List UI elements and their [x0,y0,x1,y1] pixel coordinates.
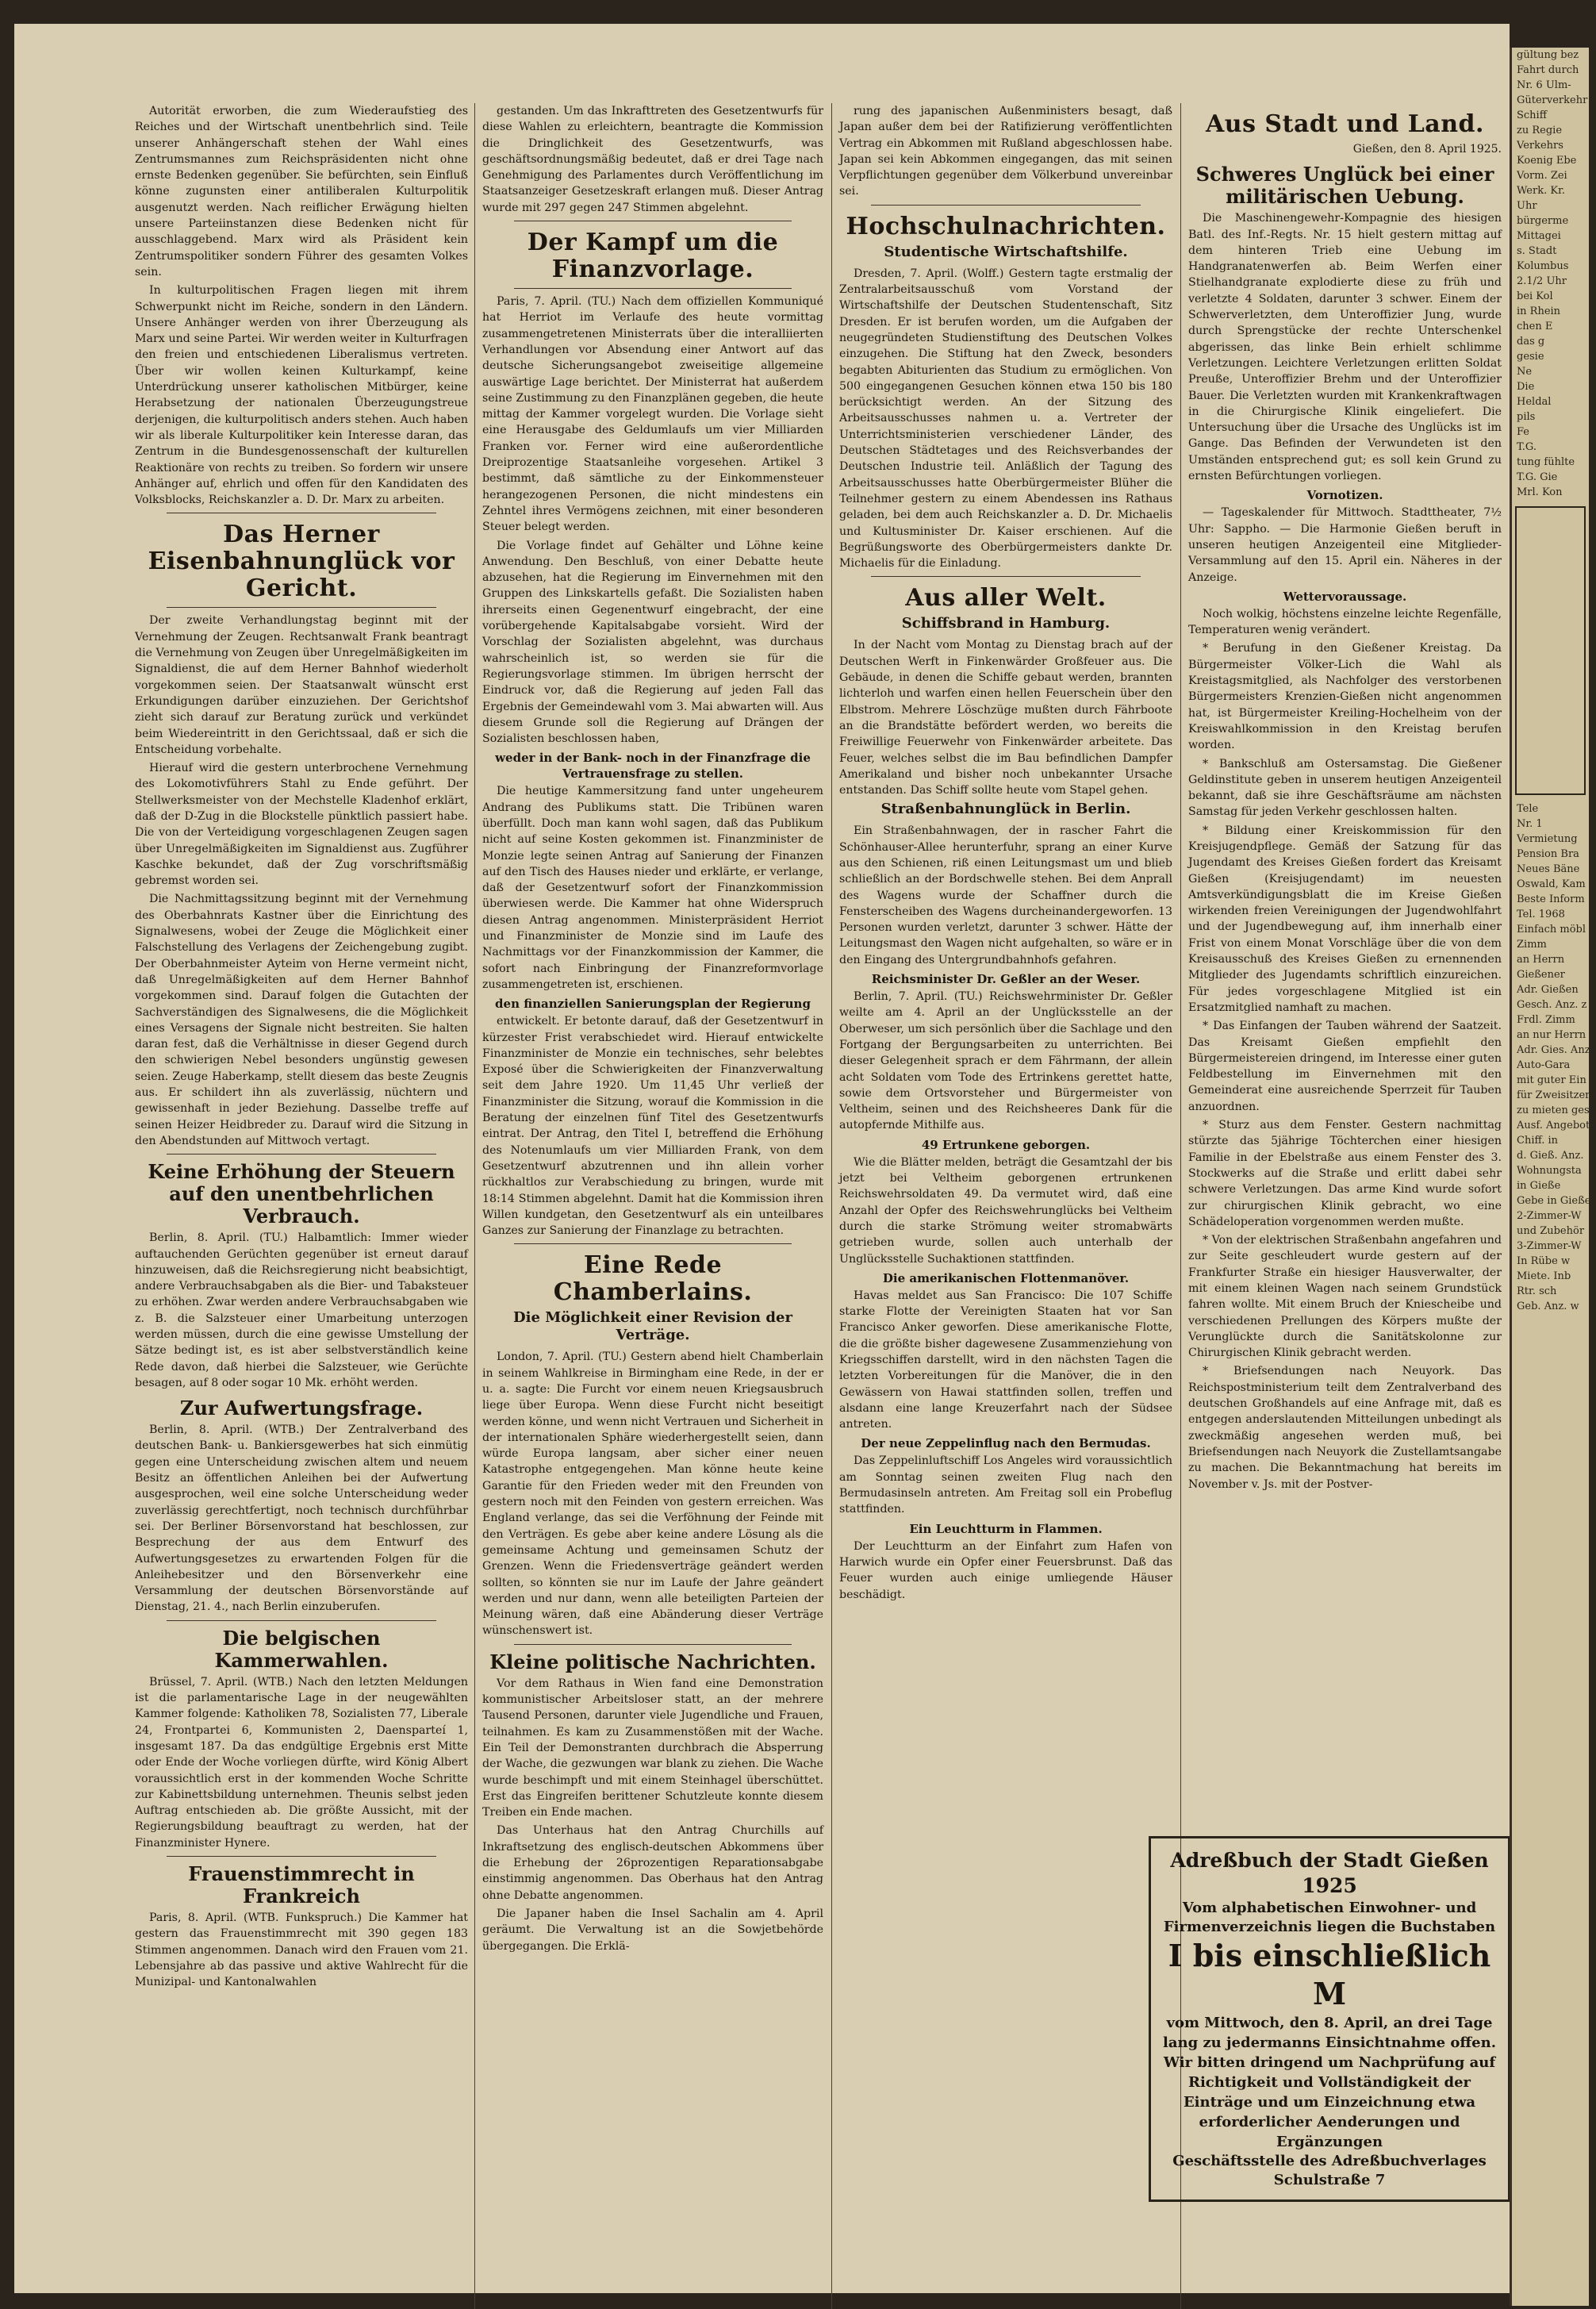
column-3 [839,103,1172,2309]
kampf-headline: Der Kampf um die Finanzvorlage. [527,229,779,284]
welt-headline: Aus aller Welt. [905,584,1107,613]
lokal-p4: * Das Einfangen der Tauben während der Saatzeit. Das Kreisamt Gießen empfiehlt den Bürgermeistereien dringend, im Interesse einer guten Feldbestellung im Einvernehmen mit den Gemeinderat eine ausreichende Sperrzeit für Tauben anzuordnen. [1188,1020,1502,1113]
aufwertung-text: Berlin, 8. April. (WTB.) Der Zentralverband des deutschen Bank- u. Bankiersgewerbes hat sich einmütig gegen eine Unterscheidung zwischen altem und neuem Besitz an öffentlichen Anleihen bei der Aufwertung ausgesprochen, weil eine solche Unterscheidung weder zuverlässig gerechtfertigt, noch technisch durchführbar sei. Der Berliner Börsenvorstand hat beschlossen, zur Besprechung der aus dem Entwurf des Aufwertungsgesetzes zu erwartenden Folgen für die Anleihebesitzer und den Börsenverkehr eine Versammlung der deutschen Börsenvorstände auf Dienstag, 21. 4., nach Berlin einzuberufen. [135,1423,468,1614]
strip-text-line: T.G. [1517,441,1537,453]
divider [167,607,436,608]
divider [871,576,1141,577]
ad-signature: Geschäftsstelle des Adreßbuchverlages [1172,2153,1487,2169]
strip-text-line: für Zweisitzer [1517,1089,1590,1101]
strip-text-line: tung fühlte [1517,456,1575,468]
col1-intro-p1: Autorität erworben, die zum Wiederaufstieg des Reiches und der Wirtschaft unentbehrlich sind. Teile unserer Anhängerschaft stehen der Wahl eines Zentrumsmannes zum Reichspräsidenten nicht ohne ernste Bedenken gegenüber. Sie befürchten, sein Einfluß könne zugunsten einer antiliberalen Kulturpolitik ausgenutzt werden. Nach reiflicher Erwägung hielten unsere Parteiinstanzen diese Bedenken nicht für ausschlaggebend. Marx wird als Präsident kein Zentrumspolitiker sondern Führer des gesamten Volkes sein. [135,105,468,279]
strip-text-line: Kolumbus [1517,260,1569,272]
unglueck-headline: Schweres Unglück bei einer militärischen Uebung. [1195,163,1494,209]
strip-text-line: Gesch. Anz. z [1517,999,1587,1011]
strip-text-line: Chiff. in [1517,1135,1559,1147]
strip-text-line: Pension Bra [1517,848,1579,860]
strip-text-line: Beste Inform [1517,893,1585,905]
adjacent-page-strip [1510,48,1596,2306]
strip-text-line: s. Stadt [1517,245,1557,257]
newspaper-page [14,24,1510,2293]
strip-text-line: Oswald, Kam [1517,878,1586,890]
kleine-p1: Vor dem Rathaus in Wien fand eine Demonstration kommunistischer Arbeitsloser statt, an der mehrere Tausend Personen, darunter viele Jugendliche und Frauen, teilnahmen. Es kam zu Zusammenstößen mit der Wache. Ein Teil der Demonstranten durchbrach die Absperrung der Wache, die gezwungen war blank zu ziehen. Die Wache wurde beschimpft und mit einem Steinhagel überschüttet. Erst das Eingreifen berittener Schutzleute konnte diesem Treiben ein Ende machen. [482,1677,823,1819]
strip-text-line: Tele [1517,803,1539,815]
divider [514,288,792,289]
strip-text-line: in Gieße [1517,1180,1561,1192]
dateline: Gießen, den 8. April 1925. [1352,143,1502,156]
vornotizen-text: — Tageskalender für Mittwoch. Stadttheater, 7½ Uhr: Sappho. — Die Harmonie Gießen beruft in unseren heutigen Anzeigenteil eine Mitglieder-Versammlung auf den 15. April ein. Näheres in der Anzeige. [1188,506,1502,584]
strip-text-line: Zimm [1517,939,1547,951]
ad-request: Wir bitten dringend um Nachprüfung auf Richtigkeit und Vollständigkeit der Einträge und um Einzeichnung etwa erforderlicher Aenderungen und Ergänzungen [1163,2054,1496,2150]
unglueck-text: Die Maschinengewehr-Kompagnie des hiesigen Batl. des Inf.-Regts. Nr. 15 hielt gestern mittag auf dem hinteren Trieb eine Uebung im Handgranatenwerfen ab. Beim Werfen einer Stielhandgranate explodierte diese zu früh und verletzte 4 Soldaten, darunter 3 schwer. Einem der Schwerverletzten, dem Unteroffizier Jung, wurde durch Sprengstücke der rechte Unterschenkel abgerissen, das linke Bein erhielt schlimme Verletzungen. Leichtere Verletzungen erlitten Soldat Preuße, Unteroffizier Brehm und der Unteroffizier Bauer. Die Verletzten wurden mit Krankenkraftwagen in die Chirurgische Klinik eingeliefert. Die Untersuchung über die Ursache des Unglücks ist im Gange. Das Befinden der Verwundeten ist den Umständen entsprechend gut; es soll kein Grund zu ernsten Befürchtungen vorliegen. [1188,212,1502,483]
strip-text-line: gültung bez [1517,49,1579,61]
column-1 [135,103,468,2309]
lokal-p3: * Bildung einer Kreiskommission für den Kreisjugendpflege. Gemäß der Satzung für das Jugendamt des Kreises Gießen fordert das Kreisamt Gießen (Kreisjugendamt) im neuesten Amtsverkündigungsblatt die im Kreise Gießen wirkenden freien Vereinigungen der Jugendwohlfahrt und der Jugendbewegung auf, ihm innerhalb einer Frist von einem Monat Vorschläge über die von dem Kreisausschuß des Kreises Gießen zu ernennenden Mitglieder des Jugendamts schriftlich einzureichen. Für jedes vorgeschlagene Mitglied ist ein Ersatzmitglied namhaft zu machen. [1188,824,1502,1014]
kleine-p2: Das Unterhaus hat den Antrag Churchills auf Inkraftsetzung des englisch-deutschen Abkommens über die Erhebung der 26prozentigen Reparationsabgabe einstimmig angenommen. Das Oberhaus hat den Antrag ohne Debatte angenommen. [482,1824,823,1902]
kampf-bold-2: den finanziellen Sanierungsplan der Regierung [495,997,811,1012]
strassen-text: Ein Straßenbahnwagen, der in rascher Fahrt die Schönhauser-Allee herunterfuhr, sprang an einer Kurve aus den Schienen, riß einen Leitungsmast um und blieb schließlich an der Bordschwelle stehen. Bei dem Anprall des Wagens wurde der Schaffner durch die Fensterscheiben des Wagens durcheinandergeworfen. 13 Personen wurden verletzt, darunter 3 schwer. Hätte der Leitungsmast den Wagen nicht aufgehalten, so wäre er in den Eingang des Untergrundbahnhofs gefahren. [839,824,1172,966]
divider [514,1243,792,1244]
kampf-p2: Die Vorlage findet auf Gehälter und Löhne keine Anwendung. Den Beschluß, von einer Debatte heute abzusehen, hat die Regierung im Einvernehmen mit den Gruppen des Linkskartells gefaßt. Die Sozialisten haben ihrerseits einen Gegenentwurf eingebracht, der eine vorübergehende Kapitalsabgabe vorsieht. Wird der Vorschlag der Sozialisten abgelehnt, was durchaus wahrscheinlich ist, so werden sie für die Regierungsvorlage stimmen. Im übrigen herrscht der Eindruck vor, daß die Regierung auf jeden Fall das Ergebnis der Gemeindewahl vom 3. Mai abwarten will. Aus diesem Grunde soll die Regierung auf Drängen der Sozialisten beschlossen haben, [482,539,823,746]
strip-text-line: an Herrn [1517,954,1565,966]
strip-text-line: Vorm. Zei [1517,170,1567,182]
frauen-text: Paris, 8. April. (WTB. Funkspruch.) Die Kammer hat gestern das Frauenstimmrecht mit 390 gegen 183 Stimmen angenommen. Danach wird den Frauen vom 21. Lebensjahre ab das passive und aktive Wahlrecht für die Munizipal- und Kantonalwahlen [135,1911,468,1989]
rede-text: London, 7. April. (TU.) Gestern abend hielt Chamberlain in seinem Wahlkreise in Birmingham eine Rede, in der er u. a. sagte: Die Furcht vor einem neuen Kriegsausbruch liege über Europa. Wenn diese Furcht nicht beseitigt werden könne, und wenn nicht Vertrauen und Sicherheit in der internationalen Sphäre wiederhergestellt seien, dann würde Europa langsam, aber sicher einer neuen Katastrophe entgegengehen. Man könne heute keine Garantie für den Frieden weder mit den Freunden von gestern noch mit den Feinden von gestern erreichen. Was England verlange, das sei die Verföhnung der Feinde mit den Verträgen. Es gebe aber keine andere Lösung als die gemeinsame Achtung und gemeinsamen Schutz der Grenzen. Wenn die Friedensverträge geändert werden sollten, so könnten sie nur im Laufe der Jahre geändert werden und nur dann, wenn alle beteiligten Parteien der Meinung wären, daß eine Abänderung dieser Verträge wünschenswert ist. [482,1350,823,1638]
ad-title: Adreßbuch der Stadt Gießen 1925 [1170,1849,1489,1897]
strip-text-line: in Rhein [1517,305,1561,317]
strip-text-line: Uhr [1517,200,1537,212]
strip-text-line: Mittagei [1517,230,1561,242]
steuern-text: Berlin, 8. April. (TU.) Halbamtlich: Immer wieder auftauchenden Gerüchten gegenüber ist erneut darauf hinzuweisen, daß die Reichsregierung nicht beabsichtigt, andere Verbrauchsabgaben als die Bier- und Tabaksteuer zu erhöhen. Zwar werden andere Verbrauchsabgaben wie z. B. die Salzsteuer einer Umarbeitung unterzogen werden müssen, durch die eine gewisse Umstellung der Sätze bedingt ist, es ist aber selbstverständlich keine Rede davon, daß hierbei die Salzsteuer, wie Gerüchte besagen, auf 8 oder sogar 10 Mk. erhöht werden. [135,1231,468,1389]
strip-text-line: Güterverkehr [1517,94,1588,106]
column-rule [831,103,832,2309]
strip-text-line: mit guter Ein [1517,1074,1586,1086]
strip-text-line: Fe [1517,426,1530,438]
strip-text-line: In Rübe w [1517,1255,1571,1267]
strip-text-line: Vermietung [1517,833,1578,845]
strip-text-line: Adr. Gießen [1517,984,1579,996]
opfer-text: Wie die Blätter melden, beträgt die Gesamtzahl der bis jetzt bei Veltheim geborgenen ertrunkenen Reichswehrsoldaten 49. Da vermutet wird, daß eine Anzahl der Opfer des Reichswehrunglücks bei Veltheim durch die starke Strömung weiter stromabwärts getrieben wurde, sollen auch unterhalb der Unglücksstelle Suchaktionen stattfinden. [839,1155,1172,1266]
divider [871,205,1141,206]
leuchtturm-headline: Ein Leuchtturm in Flammen. [909,1521,1103,1536]
strip-text-line: Miete. Inb [1517,1270,1571,1282]
strip-text-line: Auto-Gara [1517,1059,1571,1071]
zeppelin-text: Das Zeppelinluftschiff Los Angeles wird voraussichtlich am Sonntag seinen zweiten Flug nach den Bermudasinseln antreten. Am Freitag soll ein Probeflug stattfinden. [839,1454,1172,1516]
opfer-headline: 49 Ertrunkene geborgen. [921,1137,1091,1152]
adressbuch-advertisement [1149,1836,1510,2202]
hochschul-headline: Hochschulnachrichten. [846,212,1166,240]
leuchtturm-text: Der Leuchtturm an der Einfahrt zum Hafen von Harwich wurde ein Opfer einer Feuersbrunst. Daß das Feuer wurden auch einige umliegende Häuser beschädigt. [839,1539,1172,1601]
strip-text-line: Heldal [1517,396,1552,408]
rede-subheadline: Die Möglichkeit einer Revision der Verträge. [513,1309,792,1344]
welt-subheadline: Schiffsbrand in Hamburg. [901,615,1111,632]
strassen-headline: Straßenbahnunglück in Berlin. [880,801,1131,818]
col1-intro-p2: In kulturpolitischen Fragen liegen mit ihrem Schwerpunkt nicht im Reiche, sondern in den Ländern. Unsere Anhänger werden von ihrer Überzeugung als Marx und seine Partei. Wir werden weiter in Kulturfragen den freien und entschiedenen Liberalismus vertreten. Über wir wollen keinen Kulturkampf, keine Unterdrückung unserer katholischen Mitbürger, keine Herabsetzung der nationalen Überzeugungstreue derjenigen, die kulturpolitisch anders stehen. Auch haben wir als liberale Kulturpolitiker kein Interesse daran, das Zentrum in die Bundesgenossenschaft der kulturellen Reaktionäre von rechts zu treiben. So fordern wir unsere Anhänger auf, ehrlich und offen für den Kandidaten des Volksblocks, Reichskanzler a. D. Dr. Marx zu arbeiten. [135,284,468,507]
vornotizen-headline: Vornotizen. [1306,488,1383,503]
divider [167,1856,436,1857]
strip-text-line: 2.1/2 Uhr [1517,275,1567,287]
col2-intro: gestanden. Um das Inkrafttreten des Gesetzentwurfs für diese Wahlen zu erleichtern, beantragte die Kommission die Dringlichkeit des Gesetzentwurfs, was geschäftsordnungsmäßig bedeutet, daß er drei Tage nach Genehmigung des Parlamentes durch Veröffentlichung im Staatsanzeiger Gesetzeskraft erlangen muß. Dieser Antrag wurde mit 297 gegen 247 Stimmen abgelehnt. [482,105,823,214]
strip-text-line: bei Kol [1517,290,1553,302]
kleine-headline: Kleine politische Nachrichten. [489,1650,816,1673]
herne-p3: Die Nachmittagssitzung beginnt mit der Vernehmung des Oberbahnrats Kastner über die Einrichtung des Signalwesens, wobei der Zeuge die Möglichkeit einer Falschstellung des Verlagens der Zeichengebung zugibt. Der Oberbahnmeister Ayteim von Herne vermeint nicht, daß Unregelmäßigkeiten auf dem Herner Bahnhof vorgekommen sind. Darauf folgen die Gutachten der Sachverständigen des Signalwesens, die die Möglichkeit eines Versagens der Signale nicht bestreiten. Sie halten daran fest, daß die Verhältnisse in dieser Gegend durch den schwierigen Nebel besonders ungünstig gewesen seien. Zeuge Haberkamp, stellt diesem das beste Zeugnis aus. Er schildert ihn als zuverlässig, nüchtern und gewissenhaft in jeder Beziehung. Dasselbe treffe auf seinen Heizer Heidbreder zu. Darauf wird die Sitzung in den Abendstunden auf Mittwoch vertagt. [135,893,468,1147]
strip-text-line: Die [1517,381,1535,393]
hochschul-subheadline: Studentische Wirtschaftshilfe. [884,243,1128,260]
strip-text-line: Einfach möbl [1517,924,1586,936]
frauen-headline: Frauenstimmrecht in Frankreich [188,1862,415,1908]
aufwertung-headline: Zur Aufwertungsfrage. [179,1397,424,1420]
strip-text-line: d. Gieß. Anz. [1517,1150,1584,1162]
flotte-headline: Die amerikanischen Flottenmanöver. [882,1270,1130,1285]
strip-text-line: Wohnungsta [1517,1165,1582,1177]
strip-text-line: an nur Herrn [1517,1029,1586,1041]
gessler-headline: Reichsminister Dr. Geßler an der Weser. [871,972,1141,987]
flotte-text: Havas meldet aus San Francisco: Die 107 Schiffe starke Flotte der Vereinigten Staaten hat vor San Francisco Anker geworfen. Diese amerikanische Flotte, die die größte bisher dagewesene Zusammenziehung von Kriegsschiffen darstellt, wird in den nächsten Tagen die letzten Vorbereitungen für die Manöver, die in den Gewässern von Hawai stattfinden sollen, treffen und alsdann eine lange Kreuzerfahrt nach der Südsee antreten. [839,1289,1172,1431]
strip-text-line: Tel. 1968 [1517,909,1565,920]
strip-text-line: Frdl. Zimm [1517,1014,1575,1026]
herne-p1: Der zweite Verhandlungstag beginnt mit der Vernehmung der Zeugen. Rechtsanwalt Frank beantragt die Vernehmung von Zeugen über Unregelmäßigkeiten im Signaldienst, die auf dem Herner Bahnhof wiederholt vorgekommen seien. Der Staatsanwalt wünscht erst Erkundigungen darüber einzuziehen. Der Gerichtshof zieht sich darauf zur Beratung zurück und verkündet beim Wiedereintritt in den Gerichtssaal, daß er sich die Entscheidung vorbehalte. [135,614,468,756]
stadt-land-headline: Aus Stadt und Land. [1206,110,1484,138]
strip-text-line: Nr. 1 [1517,818,1543,830]
kampf-bold-1: weder in der Bank- noch in der Finanzfrage die Vertrauensfrage zu stellen. [495,751,811,782]
strip-text-line: zu mieten ges [1517,1105,1590,1116]
herne-headline: Das Herner Eisenbahnunglück vor Gericht. [148,521,455,603]
lokal-p1: * Berufung in den Gießener Kreistag. Da Bürgermeister Völker-Lich die Wahl als Kreistagsmitglied, als Nachfolger des verstorbenen Bürgermeisters Krenzien-Gießen nicht angenommen hat, ist Bürgermeister Kreiling-Hochelheim von der Kreiswahlkommission in den Kreistag berufen worden. [1188,642,1502,752]
strip-text-line: Gießener [1517,969,1565,981]
strip-text-line: Fahrt durch [1517,64,1579,76]
strip-text-line: Ne [1517,366,1533,378]
belgien-headline: Die belgischen Kammerwahlen. [214,1626,389,1672]
rede-headline: Eine Rede Chamberlains. [553,1251,753,1307]
col3-intro: rung des japanischen Außenministers besagt, daß Japan außer dem bei der Ratifizierung veröffentlichten Vertrag ein Abkommen mit Rußland abgeschlossen habe. Japan sei kein Abkommen eingegangen, das mit seinen Verpflichtungen gegenüber dem Völkerbund unvereinbar sei. [839,105,1172,198]
strip-text-line: und Zubehör [1517,1225,1585,1237]
strip-text-line: Werk. Kr. [1517,185,1565,197]
ad-address: Schulstraße 7 [1273,2172,1386,2188]
kleine-p3: Die Japaner haben die Insel Sachalin am 4. April geräumt. Die Verwaltung ist an die Sowjetbehörde übergegangen. Die Erklä- [482,1907,823,1953]
welt-text: In der Nacht vom Montag zu Dienstag brach auf der Deutschen Werft in Finkenwärder Großfeuer aus. Die Gebäude, in denen die Schiffe gebaut werden, brannten lichterloh und warfen einen hellen Feuerschein über den Elbstrom. Mehrere Löschzüge mußten durch Fährboote an die Brandstätte befördert werden, wo bereits die Freiwillige Feuerwehr von Finkenwärder arbeitete. Das Feuer, welches selbst die im Bau befindlichen Dampfer Amerikaland und bisher noch unbekannter Ursache entstanden. Das Schiff sollte heute vom Stapel gehen. [839,639,1172,797]
belgien-text: Brüssel, 7. April. (WTB.) Nach den letzten Meldungen ist die parlamentarische Lage in der neugewählten Kammer folgende: Katholiken 78, Sozialisten 77, Liberale 24, Frontpartei 6, Kommunisten 2, Daensparteí 1, insgesamt 187. Da das endgültige Ergebnis erst Mitte oder Ende der Woche vorliegen dürfte, wird König Albert voraussichtlich erst in der kommenden Woche Schritte zur Kabinettsbildung unternehmen. Theunis selbst jeden Auftrag entschieden ab. Die größte Aussicht, mit der Regierungsbildung beauftragt zu werden, hat der Finanzminister Hynere. [135,1675,468,1850]
strip-text-line: 3-Zimmer-W [1517,1240,1582,1252]
ad-letters: I bis einschließlich M [1168,1938,1491,2011]
lokal-p2: * Bankschluß am Ostersamstag. Die Gießener Geldinstitute geben in unserem heutigen Anzeigenteil bekannt, daß sie ihre Geschäftsräume am nächsten Samstag für jeden Verkehr geschlossen halten. [1188,757,1502,819]
gessler-text: Berlin, 7. April. (TU.) Reichswehrminister Dr. Geßler weilte am 4. April an der Unglücksstelle an der Oberweser, um sich persönlich über die Sachlage und den Fortgang der Bergungsarbeiten zu unterrichten. Bei dieser Gelegenheit sprach er dem Fährmann, der allein acht Soldaten vom Tode des Ertrinkens gerettet hatte, sowie dem Ortsvorsteher und Bürgermeister von Veltheim, seinen und des Reichsheeres Dank für die autopfernde Mithilfe aus. [839,990,1172,1132]
strip-text-line: Adr. Gies. Anz [1517,1044,1590,1056]
strip-text-line: Gebe in Gieße [1517,1195,1591,1207]
kampf-p3: Die heutige Kammersitzung fand unter ungeheurem Andrang des Publikums statt. Die Tribünen waren überfüllt. Doch man kann wohl sagen, daß das Publikum nicht auf seine Kosten gekommen ist. Finanzminister de Monzie legte seinen Antrag auf Sanierung der Finanzen auf den Tisch des Hauses nieder und erklärte, er verlange, daß der Gesetzentwurf sofort der Finanzkommission überwiesen werde. Die Kammer hat ohne Widerspruch diesen Antrag angenommen. Ministerpräsident Herriot und Finanzminister de Monzie sind im Laufe des Nachmittags vor der Finanzkommission der Kammer, die sofort nach Einbringung der Finanzreformvorlage zusammengetreten ist, erschienen. [482,785,823,991]
zeppelin-headline: Der neue Zeppelinflug nach den Bermudas. [861,1436,1151,1451]
ad-dates: vom Mittwoch, den 8. April, an drei Tage lang zu jedermanns Einsichtnahme offen. [1163,2015,1496,2051]
strip-text-line: bürgerme [1517,215,1569,227]
strip-text-line: T.G. Gie [1517,471,1558,483]
divider [514,1644,792,1645]
column-rule [474,103,475,2309]
strip-text-line: Rtr. sch [1517,1285,1557,1297]
divider [167,1620,436,1621]
steuern-headline: Keine Erhöhung der Steuern auf den unentbehrlichen Verbrauch. [148,1160,455,1228]
wetter-text: Noch wolkig, höchstens einzelne leichte Regenfälle, Temperaturen wenig verändert. [1188,607,1502,637]
strip-text-line: Koenig Ebe [1517,155,1577,167]
lokal-p5: * Sturz aus dem Fenster. Gestern nachmittag stürzte das 5jährige Töchterchen einer hiesigen Familie in der Ebelstraße aus einem Fenster des 3. Stockwerks auf die Straße und erlitt dabei sehr schwere Verletzungen. Das arme Kind wurde sofort zur chirurgischen Klinik gebracht, wo eine Schädeloperation vorgenommen werden mußte. [1188,1119,1502,1228]
wetter-headline: Wettervoraussage. [1283,589,1407,604]
lokal-p7: * Briefsendungen nach Neuyork. Das Reichspostministerium teilt dem Zentralverband des deutschen Großhandels auf eine Anfrage mit, daß es entgegen anderslautenden Mitteilungen unbedingt als zweckmäßig angesehen werden muß, bei Briefsendungen nach Neuyork die Zustellamtsangabe zu machen. Die Bekanntmachung hat bereits im November v. Js. mit der Postver- [1188,1365,1502,1491]
herne-p2: Hierauf wird die gestern unterbrochene Vernehmung des Lokomotivführers Stahl zu Ende geführt. Der Stellwerksmeister von der Mechstelle Kladenhof erklärt, daß der D-Zug in die Blockstelle pünktlich passiert habe. Die von der Verteidigung vorgeschlagenen Zeugen sagen über Unregelmäßigkeiten im Signaldienst aus. Zugführer Kaschke bekundet, daß der Zug vorschriftsmäßig gebremst worden sei. [135,762,468,888]
lokal-p6: * Von der elektrischen Straßenbahn angefahren und zur Seite geschleudert wurde gestern auf der Frankfurter Straße ein hiesiger Hausverwalter, der mit einem kleinen Wagen nach seinem Grundstück fahren wollte. Mit einem Bruch der Kniescheibe und verschiedenen Prellungen des Körpers mußte der Verunglückte durch die Sanitätskolonne zur Chirurgischen Klinik gebracht werden. [1188,1234,1502,1360]
strip-text-line: Schiff [1517,109,1547,121]
kampf-p4: entwickelt. Er betonte darauf, daß der Gesetzentwurf in kürzester Frist verabschiedet wird. Hierauf entwickelte Finanzminister de Monzie ein technisches, sehr belebtes Exposé über die Schwierigkeiten der Finanzverwaltung seit dem Jahre 1920. Um 11,45 Uhr verließ der Finanzminister die Sitzung, worauf die Kommission in die Beratung der einzelnen fünf Titel des Gesetzentwurfs eintrat. Der Antrag, den Titel I, betreffend die Erhöhung des Notenumlaufs um vier Milliarden Frank, von dem Gesetzentwurf abzutrennen und ihn allein vorher rückhaltlos zur Verabschiedung zu bringen, wurde mit 18:14 Stimmen abgelehnt. Damit hat die Kommission ihren Willen kundgetan, den Gesetzentwurf als ein unteilbares Ganzes zur Sanierung der Finanzlage zu betrachten. [482,1015,823,1238]
strip-text-line: Mrl. Kon [1517,486,1563,498]
hochschul-text: Dresden, 7. April. (Wolff.) Gestern tagte erstmalig der Zentralarbeitsausschuß vom Vorstand der Wirtschaftshilfe der Deutschen Studentenschaft, Sitz Dresden. Er ist berufen worden, um die Aufgaben der neugegründeten Studienstiftung des Deutschen Volkes einzugehen. Die Stiftung hat den Zweck, besonders begabten Abiturienten das Studium zu ermöglichen. Von 500 eingegangenen Gesuchen können etwa 150 bis 180 berücksichtigt werden. An der Sitzung des Arbeitsausschusses nahmen u. a. Vertreter der Unterrichtsministerien verschiedener Länder, des Deutschen Städtetages und des Reichsverbandes der Deutschen Industrie teil. Anläßlich der Tagung des Arbeitsausschusses hatte Oberbürgermeister Blüher die Teilnehmer gestern zu einem Abendessen ins Rathaus geladen, bei dem auch Reichskanzler a. D. Dr. Michaelis und Kultusminister Dr. Kaiser erschienen. Auf die Begrüßungsworte des Oberbürgermeisters dankte Dr. Michaelis für die Einladung. [839,267,1172,571]
strip-text-line: chen E [1517,321,1553,332]
strip-text-line: Ausf. Angebote [1517,1120,1596,1131]
strip-text-line: Nr. 6 Ulm- [1517,79,1571,91]
kampf-p1: Paris, 7. April. (TU.) Nach dem offiziellen Kommuniqué hat Herriot im Verlaufe des heute vormittag zusammengetretenen Ministerrats über die interalliierten Verhandlungen vor Absendung einer Antwort auf das deutsche Sicherungsangebot zweiseitige allgemeine auswärtige Lage berichtet. Der Ministerrat hat außerdem seine Zustimmung zu den Finanzplänen gegeben, die heute mittag der Kammer vorgelegt wurden. Die Vorlage sieht eine Herausgabe des Geldumlaufs um vier Milliarden Franken vor. Ferner wird eine außerordentliche Dreiprozentige Staatsanleihe vorgesehen. Artikel 3 bestimmt, daß sämtliche zu der Einkommensteuer herangezogenen Personen, die nicht mindestens ein Zehntel ihres Vermögens zeichnen, mit einer besonderen Steuer belegt werden. [482,295,823,534]
strip-ad-box [1515,506,1586,795]
strip-text-line: 2-Zimmer-W [1517,1210,1582,1222]
ad-intro: Vom alphabetischen Einwohner- und Firmenverzeichnis liegen die Buchstaben [1163,1900,1496,1935]
strip-text-line: das g [1517,336,1545,348]
column-2 [482,103,823,2309]
strip-text-line: gesie [1517,351,1544,363]
strip-text-line: pils [1517,411,1536,423]
strip-text-line: zu Regie [1517,125,1563,136]
strip-text-line: Neues Bäne [1517,863,1580,875]
strip-text-line: Verkehrs [1517,140,1563,152]
strip-text-line: Geb. Anz. w [1517,1300,1579,1312]
